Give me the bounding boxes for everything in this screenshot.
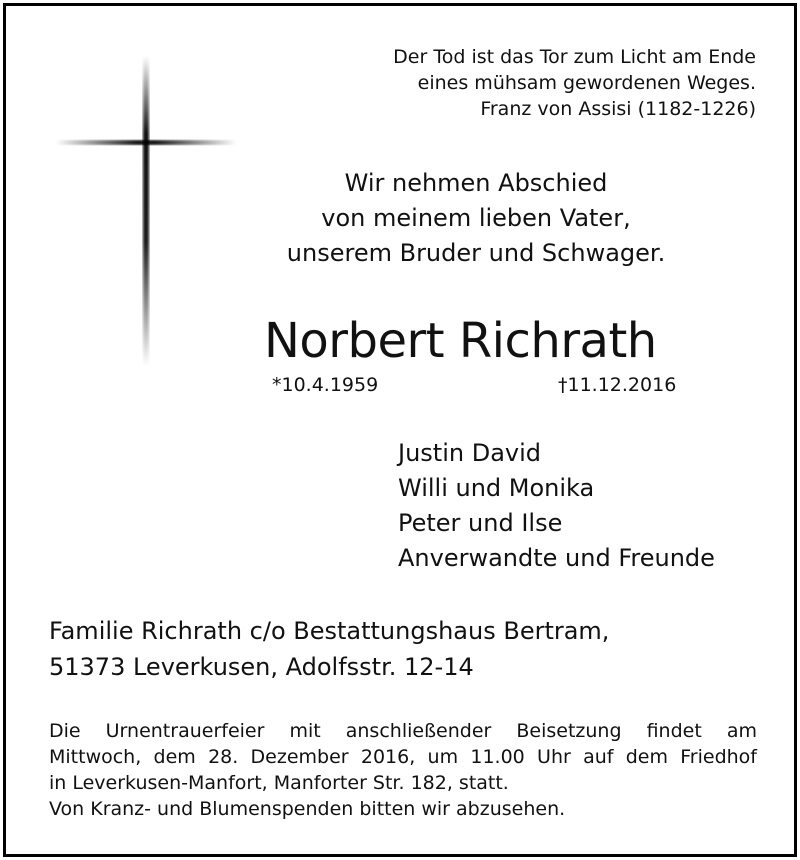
- ceremony-line-1: Die Urnentrauerfeier mit anschließender Beisetzung findet am: [49, 720, 757, 742]
- farewell-line-3: unserem Bruder und Schwager.: [286, 239, 666, 267]
- contact-address: [49, 613, 609, 685]
- mourner-item: Peter und Ilse: [398, 509, 563, 537]
- address-line-1: Familie Richrath c/o Bestattungshaus Bertram,: [49, 617, 610, 645]
- ceremony-info: [49, 718, 757, 822]
- ceremony-line-3: in Leverkusen-Manfort, Manforter Str. 182, statt.: [49, 772, 509, 794]
- quote-line-2: eines mühsam gewordenen Weges.: [417, 72, 756, 94]
- quote-block: [393, 44, 756, 122]
- quote-author: Franz von Assisi (1182-1226): [480, 98, 756, 120]
- mourner-item: Anverwandte und Freunde: [398, 544, 715, 572]
- mourners-list: [398, 436, 715, 576]
- ceremony-line-4: Von Kranz- und Blumenspenden bitten wir abzusehen.: [49, 798, 566, 820]
- farewell-line-2: von meinem lieben Vater,: [321, 204, 631, 232]
- deceased-name: Norbert Richrath: [264, 313, 657, 369]
- birth-date: *10.4.1959: [272, 374, 379, 396]
- address-line-2: 51373 Leverkusen, Adolfsstr. 12-14: [49, 653, 474, 681]
- farewell-text: [246, 166, 706, 271]
- mourner-item: Willi und Monika: [398, 474, 595, 502]
- mourner-item: Justin David: [398, 439, 542, 467]
- cross-icon: [56, 56, 236, 366]
- ceremony-line-2: Mittwoch, dem 28. Dezember 2016, um 11.00 Uhr auf dem Friedhof: [49, 746, 757, 768]
- farewell-line-1: Wir nehmen Abschied: [344, 169, 608, 197]
- obituary-notice: [3, 3, 797, 857]
- death-date: †11.12.2016: [558, 374, 677, 396]
- quote-line-1: Der Tod ist das Tor zum Licht am Ende: [393, 46, 756, 68]
